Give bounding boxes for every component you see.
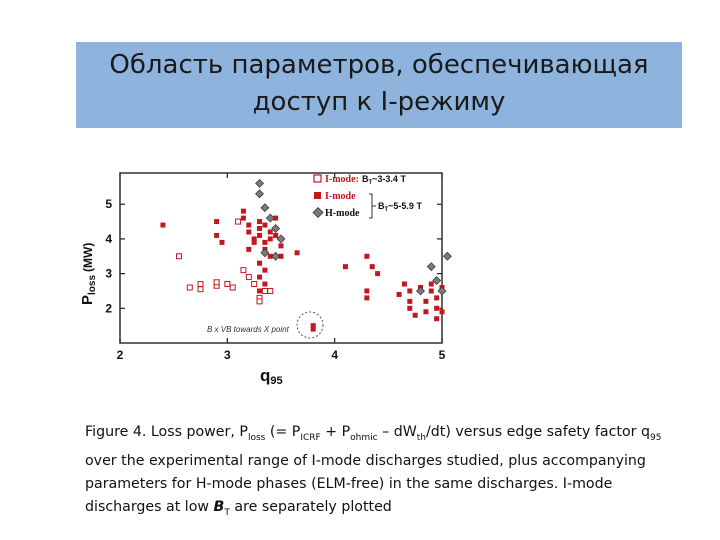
point-imode-high-bt (402, 282, 407, 287)
point-imode-high-bt (397, 292, 402, 297)
y-axis-label: $P_{loss}^{(MW)}$ (79, 242, 98, 305)
figure-caption: Figure 4. Loss power, $P_{loss}$ (= $P_{ICRF} + P_{ohmic} - dW_{th}/dt$) versus edge safety factor $q_{95}$ over the experimental range of I-mode discharges studied, plus accompanying parameters for H-mode phases (ELM-free) in the same discharges. I-mode discharges at low $B_T$ are separately plotted (85, 424, 662, 518)
point-imode-low-bt (262, 288, 267, 293)
x-tick-label: 5 (438, 348, 446, 362)
point-hmode (438, 287, 446, 295)
point-hmode (256, 179, 264, 187)
point-imode-high-bt (257, 233, 262, 238)
point-hmode (261, 249, 269, 257)
legend-imode-open-label: I-mode: (325, 174, 359, 185)
point-imode-low-bt (252, 282, 257, 287)
point-imode-high-bt (241, 216, 246, 221)
point-hmode (433, 277, 441, 285)
point-imode-high-bt (268, 229, 273, 234)
point-imode-high-bt (219, 240, 224, 245)
point-imode-high-bt (257, 275, 262, 280)
legend (313, 174, 422, 219)
x-tick-label: 2 (116, 348, 124, 362)
point-hmode (427, 263, 435, 271)
point-imode-high-bt (257, 261, 262, 266)
tick-labels (105, 197, 445, 362)
x-tick-label: 3 (223, 348, 231, 362)
point-imode-high-bt (413, 313, 418, 318)
point-hmode (272, 225, 280, 233)
point-imode-high-bt (241, 209, 246, 214)
point-hmode (272, 252, 280, 260)
point-imode-high-bt (429, 288, 434, 293)
point-imode-low-bt (187, 285, 192, 290)
point-hmode (266, 214, 274, 222)
point-imode-high-bt (246, 223, 251, 228)
point-imode-high-bt (423, 299, 428, 304)
x-axis-label: q95 (260, 366, 283, 387)
point-imode-high-bt (279, 243, 284, 248)
point-imode-high-bt (434, 316, 439, 321)
y-tick-label: 5 (105, 197, 112, 212)
point-imode-high-bt (257, 219, 262, 224)
point-imode-high-bt (257, 226, 262, 231)
legend-bracket (369, 194, 376, 218)
legend-hmode-label: H-mode (325, 208, 360, 219)
point-imode-low-bt (198, 287, 203, 292)
scatter-figure (72, 165, 462, 390)
point-imode-high-bt (440, 309, 445, 314)
point-imode-high-bt (407, 299, 412, 304)
legend-bt-low: $B_T\sim 3-3.4$ T (362, 174, 406, 186)
point-imode-high-bt (246, 247, 251, 252)
point-imode-high-bt (364, 288, 369, 293)
point-imode-high-bt (262, 268, 267, 273)
point-hmode (443, 252, 451, 260)
point-imode-high-bt (375, 271, 380, 276)
slide-title-line-2: доступ к I-режиму (252, 87, 506, 117)
point-imode-high-bt (407, 288, 412, 293)
annotation-circle (297, 312, 323, 338)
y-tick-label: 3 (105, 266, 112, 281)
legend-open-square (314, 175, 321, 182)
point-imode-high-bt (370, 264, 375, 269)
point-imode-high-bt (160, 223, 165, 228)
slide-title-box (76, 42, 682, 128)
point-imode-high-bt (246, 229, 251, 234)
point-imode-low-bt (246, 275, 251, 280)
point-imode-high-bt (364, 254, 369, 259)
annotation-label: B x VB towards X point (207, 325, 289, 334)
point-imode-high-bt (407, 306, 412, 311)
legend-diamond (313, 208, 323, 218)
point-imode-high-bt (295, 250, 300, 255)
point-imode-high-bt (364, 295, 369, 300)
point-hmode (417, 287, 425, 295)
y-tick-label: 2 (105, 301, 112, 316)
point-imode-high-bt (429, 282, 434, 287)
legend-filled-square (314, 192, 321, 199)
point-imode-high-bt (214, 233, 219, 238)
point-imode-low-bt (241, 268, 246, 273)
point-imode-high-bt (268, 236, 273, 241)
point-imode-high-bt (273, 233, 278, 238)
point-imode-low-bt (236, 219, 241, 224)
point-imode-high-bt (423, 309, 428, 314)
point-imode-low-bt (268, 288, 273, 293)
point-hmode (256, 190, 264, 198)
point-imode-low-bt (257, 299, 262, 304)
point-imode-low-bt (230, 285, 235, 290)
point-imode-high-bt (434, 306, 439, 311)
y-tick-label: 4 (105, 231, 112, 246)
slide-title-line-1: Область параметров, обеспечивающая (109, 50, 649, 80)
point-imode-high-bt (257, 288, 262, 293)
point-imode-high-bt (434, 295, 439, 300)
point-imode-high-bt (311, 327, 316, 332)
point-imode-low-bt (214, 280, 219, 285)
point-imode-high-bt (262, 240, 267, 245)
point-imode-high-bt (262, 223, 267, 228)
legend-bt-high: $B_T\sim 5-5.9$ T (378, 201, 422, 213)
point-imode-low-bt (198, 282, 203, 287)
point-hmode (261, 204, 269, 212)
point-imode-high-bt (262, 282, 267, 287)
point-imode-high-bt (252, 240, 257, 245)
point-hmode (277, 235, 285, 243)
point-imode-low-bt (225, 282, 230, 287)
point-imode-high-bt (214, 219, 219, 224)
point-imode-low-bt (177, 254, 182, 259)
point-imode-high-bt (343, 264, 348, 269)
legend-imode-filled-label: I-mode (325, 191, 356, 202)
x-tick-label: 4 (331, 348, 339, 362)
